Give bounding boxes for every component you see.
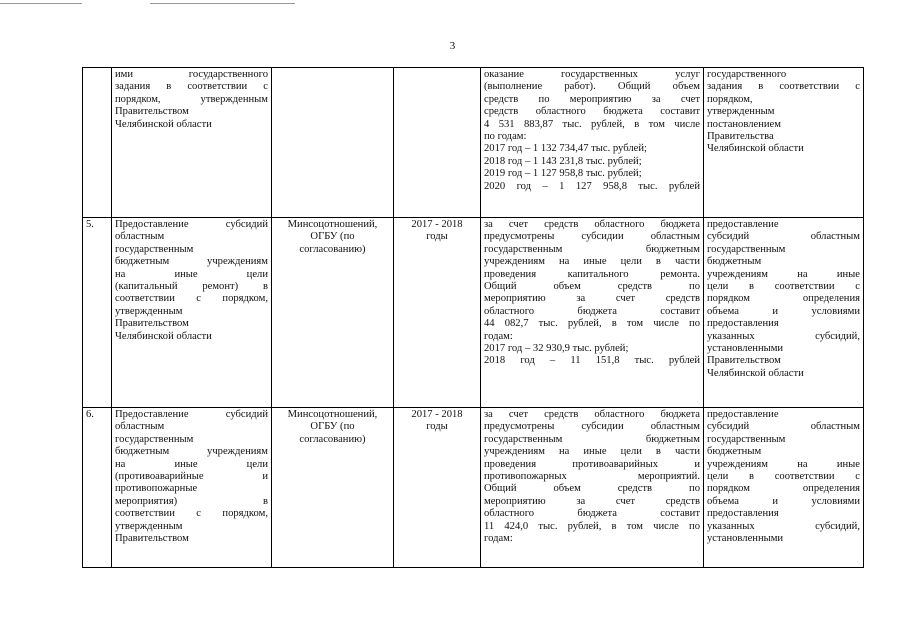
cell-line: проведения противоаварийных и xyxy=(484,458,700,470)
cell-line: Правительством xyxy=(115,533,189,545)
cell-line: Правительством xyxy=(115,106,189,118)
cell-line: ОГБУ (по xyxy=(310,231,355,243)
cell-line: Предоставление субсидий xyxy=(115,409,268,420)
cell-line: государственным бюджетным xyxy=(484,243,700,255)
cell-line: (капитальный ремонт) в xyxy=(115,281,268,293)
cell-line: бюджетным учреждениям xyxy=(115,446,268,458)
table-row xyxy=(83,68,864,218)
cell-line: учреждениям на иные цели в части xyxy=(484,256,700,268)
row-number-cell xyxy=(83,68,112,218)
cell-line: ими государственного xyxy=(115,69,268,80)
cell-line: предоставление xyxy=(707,409,779,420)
measure-name-cell xyxy=(112,68,272,218)
cell-line: (противоаварийные и xyxy=(115,471,268,483)
cell-line: 11 424,0 тыс. рублей, в том числе по xyxy=(484,520,700,532)
cell-line: согласованию) xyxy=(299,433,366,445)
cell-line: объема и условиями xyxy=(707,495,860,507)
cell-line: учреждениям на иные xyxy=(707,268,860,280)
cell-line: предусмотрены субсидии областным xyxy=(484,231,700,243)
cell-line: порядком определения xyxy=(707,483,860,495)
cell-line: объема и условиями xyxy=(707,305,860,317)
cell-line: утвержденным xyxy=(707,106,775,118)
result-cell xyxy=(704,218,864,408)
period-cell xyxy=(394,68,481,218)
cell-line: мероприятия) в xyxy=(115,495,268,507)
cell-line: учреждениям на иные xyxy=(707,458,860,470)
cell-line: мероприятию за счет средств xyxy=(484,293,700,305)
cell-line: 2017 год – 32 930,9 тыс. рублей; xyxy=(484,343,629,355)
cell-line: согласованию) xyxy=(299,243,366,255)
measure-name-cell xyxy=(112,408,272,568)
top-rule-right xyxy=(150,3,295,4)
cell-line: по годам: xyxy=(484,131,527,143)
cell-line: областным xyxy=(115,231,165,243)
financing-cell xyxy=(481,68,704,218)
cell-line: (выполнение работ). Общий объем xyxy=(484,81,700,93)
cell-line: 2017 - 2018 xyxy=(411,219,463,230)
result-cell xyxy=(704,408,864,568)
cell-line: предоставления xyxy=(707,318,779,330)
cell-line: за счет средств областного бюджета xyxy=(484,409,700,420)
cell-line: годы xyxy=(426,231,448,243)
period-cell xyxy=(394,218,481,408)
cell-line: годам: xyxy=(484,330,513,342)
measure-name-cell xyxy=(112,218,272,408)
cell-line: средств областного бюджета составит xyxy=(484,106,700,118)
table-row xyxy=(83,218,864,408)
cell-line: бюджетным учреждениям xyxy=(115,256,268,268)
cell-line: предоставление xyxy=(707,219,779,230)
cell-line: Правительством xyxy=(707,355,781,367)
cell-line: Правительством xyxy=(115,318,189,330)
cell-line: порядком, утвержденным xyxy=(115,93,268,105)
financing-cell xyxy=(481,408,704,568)
cell-line: противопожарные xyxy=(115,483,198,495)
cell-line: на иные цели xyxy=(115,268,268,280)
cell-line: оказание государственных услуг xyxy=(484,69,700,80)
cell-line: ОГБУ (по xyxy=(310,421,355,433)
executor-cell xyxy=(272,68,394,218)
cell-line: соответствии с порядком, xyxy=(115,508,268,520)
cell-line: учреждениям на иные цели в части xyxy=(484,446,700,458)
table-row xyxy=(83,408,864,568)
cell-line: Челябинской области xyxy=(707,143,804,155)
cell-line: указанных субсидий, xyxy=(707,520,860,532)
cell-line: противопожарных мероприятий. xyxy=(484,471,700,483)
cell-line: 4 531 883,87 тыс. рублей, в том числе xyxy=(484,118,700,130)
cell-line: государственным xyxy=(115,433,194,445)
cell-line: предусмотрены субсидии областным xyxy=(484,421,700,433)
cell-line: утвержденным xyxy=(115,520,183,532)
row-number-cell: 5. xyxy=(83,218,112,408)
cell-line: государственного xyxy=(707,69,787,80)
cell-line: предоставления xyxy=(707,508,779,520)
cell-line: постановлением xyxy=(707,118,781,130)
result-cell xyxy=(704,68,864,218)
period-cell xyxy=(394,408,481,568)
cell-line: средств по мероприятию за счет xyxy=(484,93,700,105)
cell-line: указанных субсидий, xyxy=(707,330,860,342)
cell-line: Челябинской области xyxy=(115,118,212,130)
cell-line: на иные цели xyxy=(115,458,268,470)
cell-line: Предоставление субсидий xyxy=(115,219,268,230)
page-number: 3 xyxy=(449,40,456,52)
cell-line: 2020 год – 1 127 958,8 тыс. рублей xyxy=(484,180,700,192)
cell-line: Общий объем средств по xyxy=(484,483,700,495)
cell-line: 2017 год – 1 132 734,47 тыс. рублей; xyxy=(484,143,647,155)
cell-line: государственным xyxy=(115,243,194,255)
cell-line: порядком, xyxy=(707,93,753,105)
cell-line: соответствии с порядком, xyxy=(115,293,268,305)
cell-line: годы xyxy=(426,421,448,433)
cell-line: задания в соответствии с xyxy=(115,81,268,93)
cell-line: государственным xyxy=(707,433,786,445)
cell-line: 2017 - 2018 xyxy=(411,409,463,420)
cell-line: цели в соответствии с xyxy=(707,471,860,483)
cell-line: установленными xyxy=(707,533,784,545)
financing-cell xyxy=(481,218,704,408)
measures-table xyxy=(82,67,864,568)
cell-line: Общий объем средств по xyxy=(484,281,700,293)
cell-line: государственным бюджетным xyxy=(484,433,700,445)
cell-line: Челябинской области xyxy=(707,367,804,379)
top-rule-left xyxy=(0,3,82,4)
executor-cell xyxy=(272,408,394,568)
cell-line: государственным xyxy=(707,243,786,255)
cell-line: Правительства xyxy=(707,131,774,143)
cell-line: проведения капитального ремонта. xyxy=(484,268,700,280)
cell-line: утвержденным xyxy=(115,305,183,317)
cell-line: субсидий областным xyxy=(707,231,860,243)
cell-line: Минсоцотношений, xyxy=(287,409,378,420)
cell-line: 44 082,7 тыс. рублей, в том числе по xyxy=(484,318,700,330)
cell-line: областного бюджета составит xyxy=(484,305,700,317)
cell-line: Челябинской области xyxy=(115,330,212,342)
cell-line: Минсоцотношений, xyxy=(287,219,378,230)
cell-line: областного бюджета составит xyxy=(484,508,700,520)
row-number-cell: 6. xyxy=(83,408,112,568)
cell-line: порядком определения xyxy=(707,293,860,305)
cell-line: цели в соответствии с xyxy=(707,281,860,293)
cell-line: бюджетным xyxy=(707,446,762,458)
cell-line: мероприятию за счет средств xyxy=(484,495,700,507)
cell-line: областным xyxy=(115,421,165,433)
cell-line: 2019 год – 1 127 958,8 тыс. рублей; xyxy=(484,168,642,180)
cell-line: годам: xyxy=(484,533,513,545)
cell-line: 2018 год – 11 151,8 тыс. рублей xyxy=(484,355,700,367)
cell-line: субсидий областным xyxy=(707,421,860,433)
cell-line: установленными xyxy=(707,343,784,355)
executor-cell xyxy=(272,218,394,408)
cell-line: задания в соответствии с xyxy=(707,81,860,93)
cell-line: бюджетным xyxy=(707,256,762,268)
cell-line: за счет средств областного бюджета xyxy=(484,219,700,230)
cell-line: 2018 год – 1 143 231,8 тыс. рублей; xyxy=(484,155,642,167)
